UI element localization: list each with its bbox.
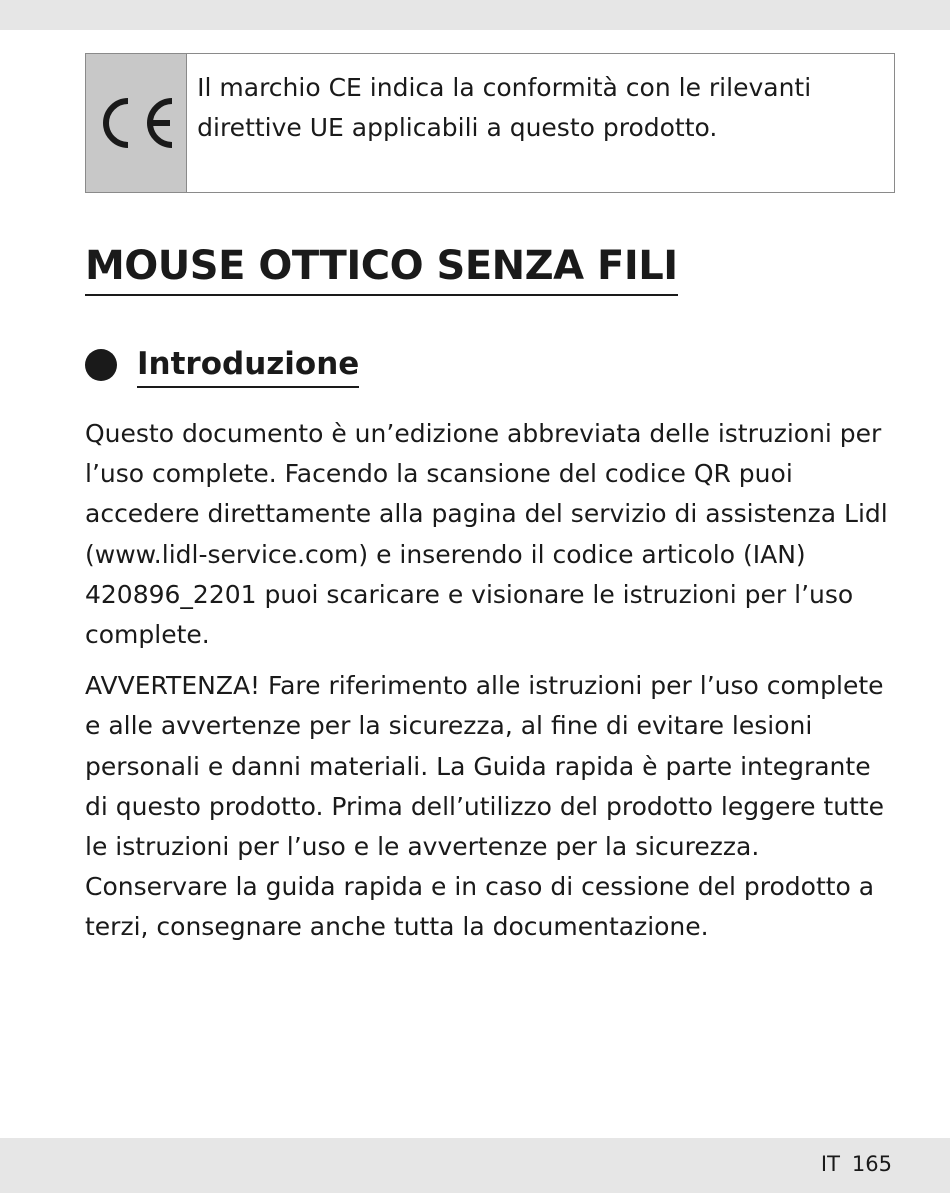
ce-notice-text: Il marchio CE indica la conformità con le rilevanti direttive UE applicabili a questo prodotto. (197, 73, 812, 142)
body-text (85, 414, 900, 959)
page-number-value: 165 (851, 1152, 892, 1176)
ce-notice-box (85, 53, 895, 193)
intro-paragraph: Questo documento è un’edizione abbreviata delle istruzioni per l’uso complete. Facendo la scansione del codice QR puoi accedere direttamente alla pagina del servizio di assistenza Lidl (www.lidl-service.com) e inserendo il codice articolo (IAN) 420896_2201 puoi scaricare e visionare le istruzioni per l’uso complete. (85, 419, 888, 650)
top-band (0, 0, 950, 30)
bullet-icon (85, 349, 117, 381)
warning-paragraph: AVVERTENZA! Fare riferimento alle istruzioni per l’uso complete e alle avvertenze per la sicurezza, al fine di evitare lesioni personali e danni materiali. La Guida rapida è parte integrante di questo prodotto. Prima dell’utilizzo del prodotto leggere tutte le istruzioni per l’uso e le avvertenze per la sicurezza. Conservare la guida rapida e in caso di cessione del prodotto a terzi, consegnare anche tutta la documentazione. (85, 671, 885, 942)
page-title: MOUSE OTTICO SENZA FILI (85, 240, 678, 296)
ce-mark-icon (94, 93, 178, 153)
page-number (821, 1150, 892, 1178)
footer-band (0, 1138, 950, 1193)
ce-mark-cell (86, 54, 187, 192)
language-code: IT (820, 1152, 840, 1176)
section-title: Introduzione (137, 342, 359, 388)
section-heading (85, 342, 359, 388)
